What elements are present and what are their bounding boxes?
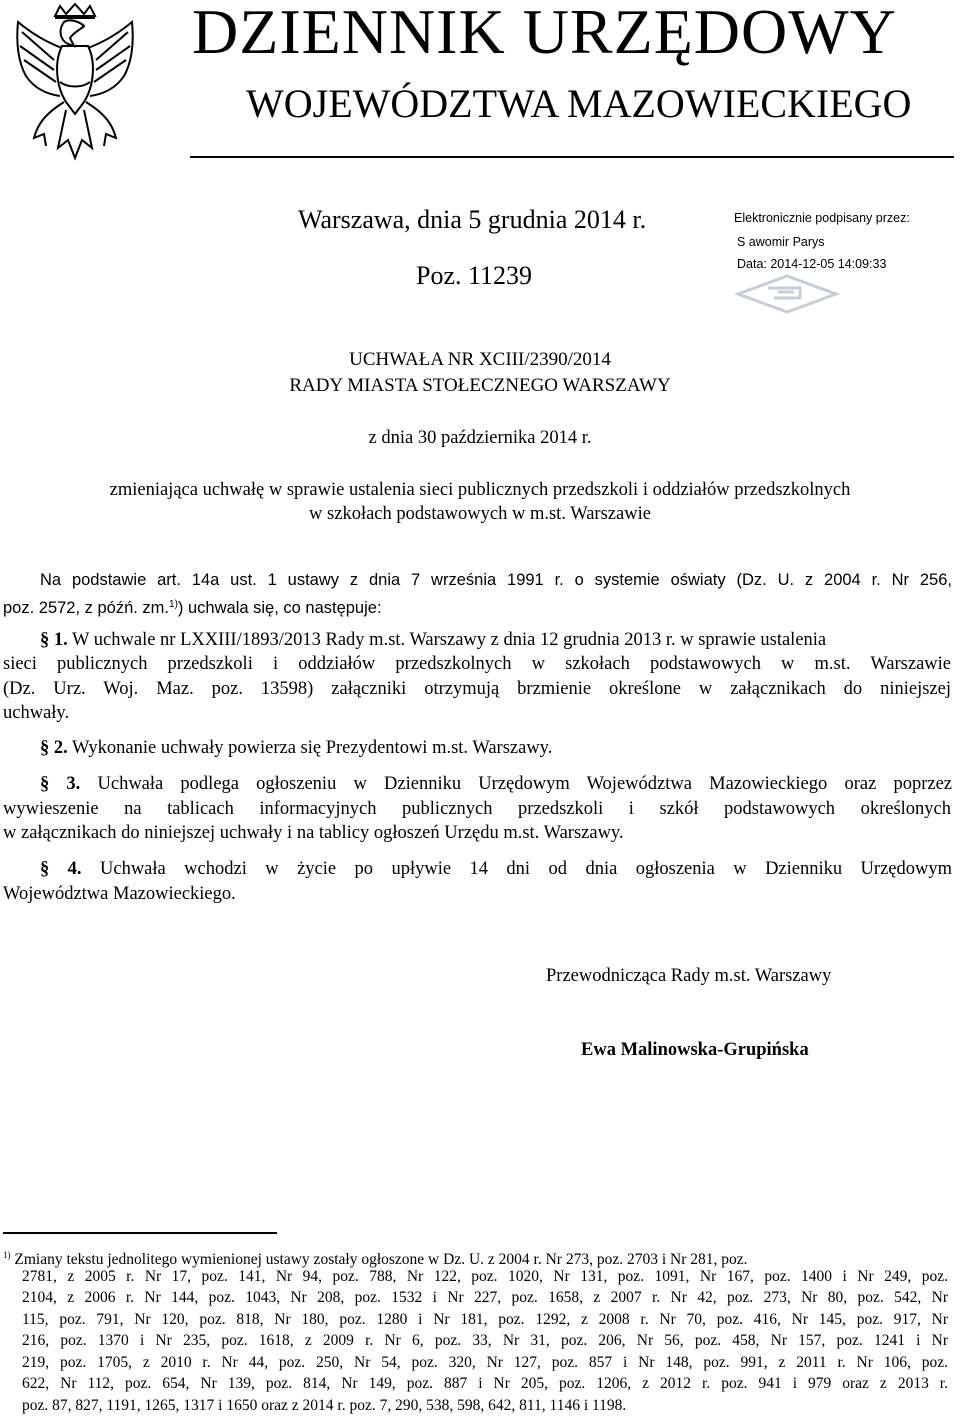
signature-logo-icon — [734, 272, 840, 314]
footnote-divider — [3, 1232, 277, 1234]
section-number: § 2. — [40, 738, 68, 758]
footnote-text: 2781, z 2005 r. Nr 17, poz. 141, Nr 94, poz. 788, Nr 122, poz. 1020, Nr 131, poz. 1091, Nr 167, poz. 1400 i Nr 249, poz. — [22, 1268, 948, 1285]
paragraph-text: W uchwale nr LXXIII/1893/2013 Rady m.st. Warszawy z dnia 12 grudnia 2013 r. w sprawie ustalenia — [72, 630, 827, 650]
resolution-date: z dnia 30 października 2014 r. — [368, 428, 592, 448]
footnote-reference: 1) — [169, 599, 178, 610]
paragraph-text: Województwa Mazowieckiego. — [3, 884, 236, 904]
signature-label: Elektronicznie podpisany przez: — [734, 211, 910, 225]
resolution-title: UCHWAŁA NR XCIII/2390/2014 — [349, 349, 611, 370]
position-number: Poz. 11239 — [416, 261, 533, 290]
header-divider — [190, 156, 954, 158]
chair-title: Przewodnicząca Rady m.st. Warszawy — [546, 966, 832, 986]
council-name: RADY MIASTA STOŁECZNEGO WARSZAWY — [289, 375, 671, 396]
journal-title: DZIENNIK URZĘDOWY — [192, 0, 897, 67]
legal-basis-text: poz. 2572, z późń. zm. — [3, 599, 170, 617]
paragraph-4 — [40, 857, 952, 881]
paragraph-text: Wykonanie uchwały powierza się Prezydentowi m.st. Warszawy. — [72, 738, 553, 758]
electronic-signature — [734, 210, 934, 310]
footnote-text: 219, poz. 1705, z 2010 r. Nr 44, poz. 250, Nr 54, poz. 320, Nr 127, poz. 857 i Nr 148, poz. 991, z 2011 r. Nr 106, poz. — [22, 1354, 948, 1371]
paragraph-text: w załącznikach do niniejszej uchwały i na tablicy ogłoszeń Urzędu m.st. Warszawy. — [3, 823, 624, 843]
footnote-text: poz. 87, 827, 1191, 1265, 1317 i 1650 oraz z 2014 r. poz. 7, 290, 538, 598, 642, 811, 1146 i 1198. — [22, 1397, 627, 1414]
paragraph-3 — [40, 772, 952, 796]
resolution-subject: zmieniająca uchwałę w sprawie ustalenia sieci publicznych przedszkoli i oddziałów przedszkolnych — [109, 480, 851, 500]
section-number: § 4. — [40, 859, 82, 879]
paragraph-text: (Dz. Urz. Woj. Maz. poz. 13598) załączniki otrzymują brzmienie określone w załącznikach do niniejszej — [3, 679, 951, 699]
section-number: § 3. — [40, 774, 81, 794]
paragraph-text: sieci publicznych przedszkoli i oddziałów przedszkolnych w szkołach podstawowych w m.st. Warszawie — [3, 654, 951, 674]
paragraph-1 — [40, 628, 826, 652]
paragraph-text: Uchwała wchodzi w życie po upływie 14 dni od dnia ogłoszenia w Dzienniku Urzędowym — [100, 859, 953, 879]
paragraph-text: Uchwała podlega ogłoszeniu w Dzienniku Urzędowym Województwa Mazowieckiego oraz poprzez — [97, 774, 953, 794]
legal-basis — [3, 593, 382, 620]
paragraph-text: uchwały. — [3, 703, 70, 723]
footnote-text: 115, poz. 791, Nr 120, poz. 818, Nr 180, poz. 1280 i Nr 181, poz. 1292, z 2008 r. Nr 70, poz. 416, Nr 145, poz. 917, Nr — [22, 1311, 948, 1328]
footnote-text: Zmiany tekstu jednolitego wymienionej ustawy zostały ogłoszone w Dz. U. z 2004 r. Nr 273, poz. 2703 i Nr 281, poz. — [10, 1251, 748, 1268]
paragraph-2 — [40, 736, 552, 760]
paragraph-text: wywieszenie na tablicach informacyjnych publicznych przedszkoli i szkół podstawowych określonych — [3, 799, 951, 819]
signature-signer: S awomir Parys — [737, 235, 825, 249]
resolution-subject: w szkołach podstawowych w m.st. Warszawie — [309, 504, 651, 524]
white-eagle-emblem-icon — [8, 2, 142, 168]
footnote-text: 622, Nr 112, poz. 654, Nr 139, poz. 814, Nr 149, poz. 887 i Nr 205, poz. 1206, z 2012 r. poz. 941 i 979 oraz z 2013 r. — [22, 1375, 948, 1392]
issue-date: Warszawa, dnia 5 grudnia 2014 r. — [298, 205, 647, 234]
chair-name: Ewa Malinowska-Grupińska — [581, 1040, 809, 1060]
legal-basis: Na podstawie art. 14a ust. 1 ustawy z dnia 7 września 1991 r. o systemie oświaty (Dz. U. z 2004 r. Nr 256, — [40, 571, 952, 589]
footnote-text: 216, poz. 1370 i Nr 235, poz. 1618, z 2009 r. Nr 6, poz. 33, Nr 31, poz. 206, Nr 56, poz. 458, Nr 157, poz. 1241 i Nr — [22, 1332, 948, 1349]
journal-subtitle: WOJEWÓDZTWA MAZOWIECKIEGO — [246, 81, 912, 126]
section-number: § 1. — [40, 630, 68, 650]
signature-date: Data: 2014-12-05 14:09:33 — [737, 257, 887, 271]
legal-basis-text: ) uchwala się, co następuje: — [177, 599, 382, 617]
footnote-marker: 1) — [3, 1250, 11, 1260]
footnote-text: 2104, z 2006 r. Nr 144, poz. 1043, Nr 208, poz. 1532 i Nr 227, poz. 1658, z 2007 r. Nr 42, poz. 273, Nr 80, poz. 542, Nr — [22, 1289, 948, 1306]
